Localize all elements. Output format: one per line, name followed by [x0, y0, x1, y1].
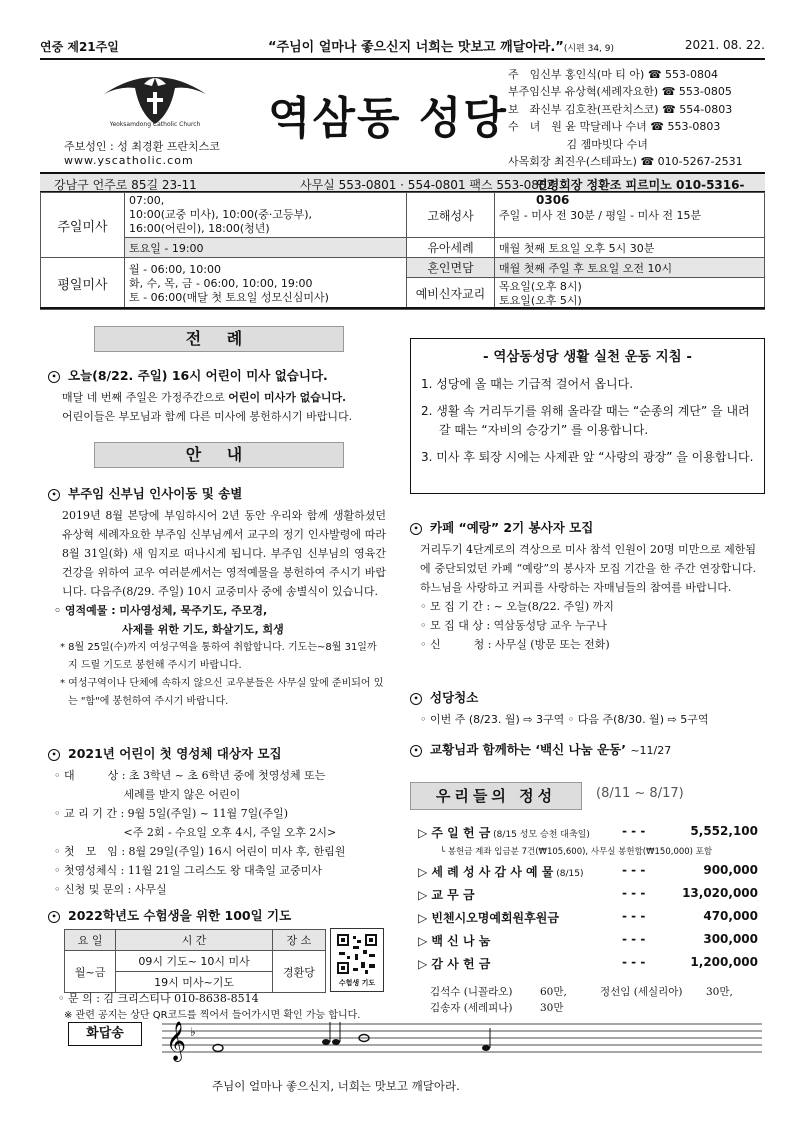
weekday-mass-times: 월 - 06:00, 10:00 화, 수, 목, 금 - 06:00, 10:00, 19:00 토 - 06:00(매달 첫 토요일 성모신심미사)	[125, 258, 407, 310]
donor-amount: 30만,	[706, 986, 733, 998]
flat-icon: ♭	[190, 1025, 196, 1039]
sunday-mass-label: 주일미사	[41, 193, 125, 258]
offering-period: (8/11 ~ 8/17)	[596, 786, 684, 801]
offering-row: ▷ 교 무 금 - - - 13,020,000	[418, 886, 758, 902]
priest-transfer-body: 2019년 8월 본당에 부임하시어 2년 동안 우리와 함께 생활하셨던 유상혁 세례자요한 부주임 신부님께서 교구의 정기 인사발령에 따라 8월 31일(화) 새 임지로 떠나시게 됩니다. 부주임 신부님의 영육간 건강을 위하여 교우 여러분께서는 영적예물을 봉헌하여 주시기 바랍니다. 다음주(8/29. 주일) 10시 교중미사 중에 송별식이 있습니다.	[62, 509, 386, 598]
table-divider	[40, 307, 765, 309]
staff-line: 수 녀 원 윤 막달레나 수녀 ☎ 553-0803	[508, 120, 721, 134]
list-item: ◦ 교 리 기 간 : 9월 5일(주일) ~ 11월 7일(주일)	[54, 807, 289, 820]
issue-date: 2021. 08. 22.	[684, 38, 765, 52]
staff-line: 부주임신부 유상혁(세례자요한) ☎ 553-0805	[508, 85, 732, 99]
first-communion-title: • 2021년 어린이 첫 영성체 대상자 모집	[48, 744, 386, 762]
music-note	[213, 1045, 223, 1052]
rite-heading: 전 례	[94, 326, 344, 352]
table-cell: 19시 미사~기도	[116, 972, 273, 993]
office-phone: 사무실 553-0801 · 554-0801 팩스 553-0802	[300, 178, 555, 192]
staff-line: 김 젬마빗다 수녀	[508, 137, 648, 151]
table-cell: 경환당	[272, 951, 325, 993]
patron-saint: 주보성인 : 성 최경환 프란치스코	[64, 140, 220, 153]
marriage-times: 매월 첫째 주일 후 토요일 오전 10시	[495, 258, 765, 278]
confession-times: 주일 - 미사 전 30분 / 평일 - 미사 전 15분	[495, 193, 765, 238]
liturgical-week: 연중 제21주일	[40, 40, 119, 54]
infant-baptism-label: 유아세례	[407, 238, 495, 258]
table-header: 장 소	[272, 930, 325, 951]
list-item: ◦ 대 상 : 초 3학년 ~ 초 6학년 중에 첫영성체 또는	[54, 769, 326, 782]
list-item: <주 2회 - 수요일 오후 4시, 주일 오후 2시>	[54, 826, 337, 839]
spiritual-gift-line: 사제를 위한 기도, 화살기도, 희생	[122, 623, 284, 636]
life-rules-box	[410, 338, 765, 494]
bullet-icon: •	[48, 371, 60, 383]
offering-row: ▷ 세 례 성 사 감 사 예 물 (8/15) - - - 900,000	[418, 863, 758, 879]
vaccine-title: 교황님과 함께하는 ‘백신 나눔 운동’	[430, 742, 626, 757]
list-item: 3. 미사 후 퇴장 시에는 사제관 앞 “사랑의 광장” 을 이용합니다.	[421, 450, 754, 464]
list-item: 세례를 받지 않은 어린이	[54, 788, 241, 801]
svg-text:Yeoksamdong Catholic Church: Yeoksamdong Catholic Church	[109, 121, 201, 128]
vaccine-date: ~11/27	[630, 744, 672, 757]
header-divider	[40, 58, 765, 60]
saturday-mass: 토요일 - 19:00	[125, 238, 407, 258]
bullet-icon: •	[48, 749, 60, 761]
sunday-mass-times: 07:00, 10:00(교중 미사), 10:00(중·고등부), 16:00(어린이), 18:00(청년)	[125, 193, 407, 238]
cleaning-schedule: ◦ 이번 주 (8/23. 월) ⇨ 3구역 ◦ 다음 주(8/30. 월) ⇨ 5구역	[420, 713, 709, 726]
church-title: 역삼동 성당	[268, 93, 508, 144]
church-logo	[100, 64, 210, 128]
donor-amount: 60만,	[540, 986, 567, 998]
cleaning-title: • 성당청소	[410, 688, 756, 706]
music-note	[332, 1039, 340, 1045]
bullet-icon: •	[410, 745, 422, 757]
confession-label: 고해성사	[407, 193, 495, 238]
note-text: * 8월 25일(수)까지 여성구역을 통하여 취합합니다. 기도는~8월 31일까지 드릴 기도로 봉헌해 주시기 바랍니다.	[60, 642, 377, 671]
offering-row: ▷ 빈첸시오명예회원후원금 - - - 470,000	[418, 909, 758, 925]
rite-title: • 오늘(8/22. 주일) 16시 어린이 미사 없습니다.	[48, 366, 386, 384]
first-communion-section	[48, 744, 386, 899]
header-quote: “주님이 얼마나 좋으신지 너희는 맛보고 깨달아라.”(시편 34, 9)	[268, 40, 614, 55]
music-note	[482, 1045, 490, 1051]
offering-row: ▷ 백 신 나 눔 - - - 300,000	[418, 932, 758, 948]
catechumen-times: 목요일(오후 8시) 토요일(오후 5시)	[495, 278, 765, 310]
rite-section	[48, 326, 386, 426]
list-item: 1. 성당에 올 때는 기급적 걸어서 옵니다.	[421, 377, 634, 391]
catechumen-label: 예비신자교리	[407, 278, 495, 310]
notice-section	[48, 442, 386, 711]
exam-prayer-table	[64, 929, 326, 993]
infant-baptism-times: 매월 첫째 토요일 오후 5시 30분	[495, 238, 765, 258]
list-item: ◦ 첫영성체식 : 11월 21일 그리스도 왕 대축일 교중미사	[54, 864, 323, 877]
exam-prayer-title: • 2022학년도 수험생을 위한 100일 기도	[48, 906, 386, 928]
donor-amount: 30만	[540, 1002, 564, 1014]
table-cell: 월~금	[65, 951, 116, 993]
table-header: 요 일	[65, 930, 116, 951]
website-link[interactable]: www.yscatholic.com	[64, 154, 194, 167]
cafe-body: 거리두기 4단계로의 격상으로 미사 참석 인원이 20명 미만으로 제한됨에 중단되었던 카페 “예랑”의 봉사자 모집 기간을 한 주간 연장합니다. 하느님을 사랑하고 커피를 사랑하는 자매님들의 참여를 바랍니다.	[420, 543, 756, 594]
list-item: ◦ 모 집 기 간 : ~ 오늘(8/22. 주일) 까지	[420, 600, 614, 613]
table-header: 시 간	[116, 930, 273, 951]
list-item: ◦ 신청 및 문의 : 사무실	[54, 883, 167, 896]
rules-list	[421, 375, 754, 467]
qr-code[interactable]	[330, 928, 384, 992]
bullet-icon: •	[48, 489, 60, 501]
offering-row: ▷ 주 일 헌 금 (8/15 성모 승천 대축일) - - - 5,552,100	[418, 824, 758, 840]
bullet-icon: •	[410, 693, 422, 705]
music-note	[322, 1039, 330, 1045]
cleaning-section	[410, 688, 756, 729]
note-text: * 여성구역이나 단체에 속하지 않으신 교우분들은 사무실 앞에 준비되어 있는 "함"에 봉헌하여 주시기 바랍니다.	[60, 678, 384, 707]
address: 강남구 언주로 85길 23-11	[54, 178, 197, 192]
bullet-icon: •	[48, 911, 60, 923]
donor-name: 김송자 (세레피나)	[430, 1002, 513, 1014]
staff-line: 보 좌신부 김호찬(프란치스코) ☎ 554-0803	[508, 102, 733, 116]
hymn-lyrics: 주님이 얼마나 좋으신지, 너희는 맛보고 깨달아라.	[212, 1079, 460, 1093]
list-item: ◦ 모 집 대 상 : 역삼동성당 교우 누구나	[420, 619, 607, 632]
funeral-chair: 연령회장 정환조 피르미노 010-5316-0306	[536, 178, 745, 207]
list-item: 2. 생활 속 거리두기를 위해 올라갈 때는 “순종의 계단” 을 내려갈 때는 “자비의 승강기” 를 이용합니다.	[421, 404, 750, 437]
bullet-icon: •	[410, 523, 422, 535]
treble-clef-icon: 𝄞	[166, 1021, 187, 1061]
weekday-mass-label: 평일미사	[41, 258, 125, 310]
music-staff	[40, 1012, 765, 1072]
staff-list	[508, 66, 778, 170]
donor-name: 김석수 (니꼴라오)	[430, 986, 513, 998]
offering-heading: 우리들의 정성	[410, 782, 582, 810]
cafe-title: • 카페 “예랑” 2기 봉사자 모집	[410, 518, 756, 536]
offering-row: ▷ 감 사 헌 금 - - - 1,200,000	[418, 955, 758, 971]
rules-title: - 역삼동성당 생활 실천 운동 지침 -	[483, 349, 692, 365]
list-item: ◦ 첫 모 임 : 8월 29일(주일) 16시 어린이 미사 후, 한림원	[54, 845, 346, 858]
marriage-label: 혼인면담	[407, 258, 495, 278]
exam-contact: ◦ 문 의 : 김 크리스티나 010-8638-8514	[58, 992, 259, 1005]
list-item: ◦ 신 청 : 사무실 (방문 또는 전화)	[420, 638, 610, 651]
donor-name: 정선임 (세실리아)	[600, 986, 683, 998]
header-top	[40, 36, 765, 58]
table-cell: 09시 기도~ 10시 미사	[116, 951, 273, 972]
exam-note: ※ 관련 공지는 상단 QR코드를 찍어서 들어가시면 확인 가능 합니다.	[64, 1010, 361, 1021]
vaccine-section	[410, 740, 756, 762]
bank-note: └ 봉헌금 계좌 입금분 7건(₩105,600), 사무실 봉헌함(₩150,000) 포함	[440, 847, 713, 857]
info-bar	[40, 172, 765, 207]
staff-line: 주 임신부 홍인식(마 티 아) ☎ 553-0804	[508, 68, 718, 81]
cafe-section	[410, 518, 756, 654]
mass-schedule-table	[40, 192, 765, 310]
notice-heading: 안 내	[94, 442, 344, 468]
staff-line: 사목회장 최진우(스테파노) ☎ 010-5267-2531	[508, 155, 743, 169]
rite-body: 매달 네 번째 주일은 가정주간으로 어린이 미사가 없습니다. 어린이들은 부모님과 함께 다른 미사에 봉헌하시기 바랍니다.	[62, 391, 353, 423]
hymn-label: 화답송	[68, 1022, 142, 1046]
priest-transfer-title: • 부주임 신부님 인사이동 및 송별	[48, 484, 386, 502]
spiritual-gift-line: ◦ 영적예물 : 미사영성체, 묵주기도, 주모경,	[54, 604, 268, 617]
qr-label: 수험생 기도	[338, 979, 376, 987]
